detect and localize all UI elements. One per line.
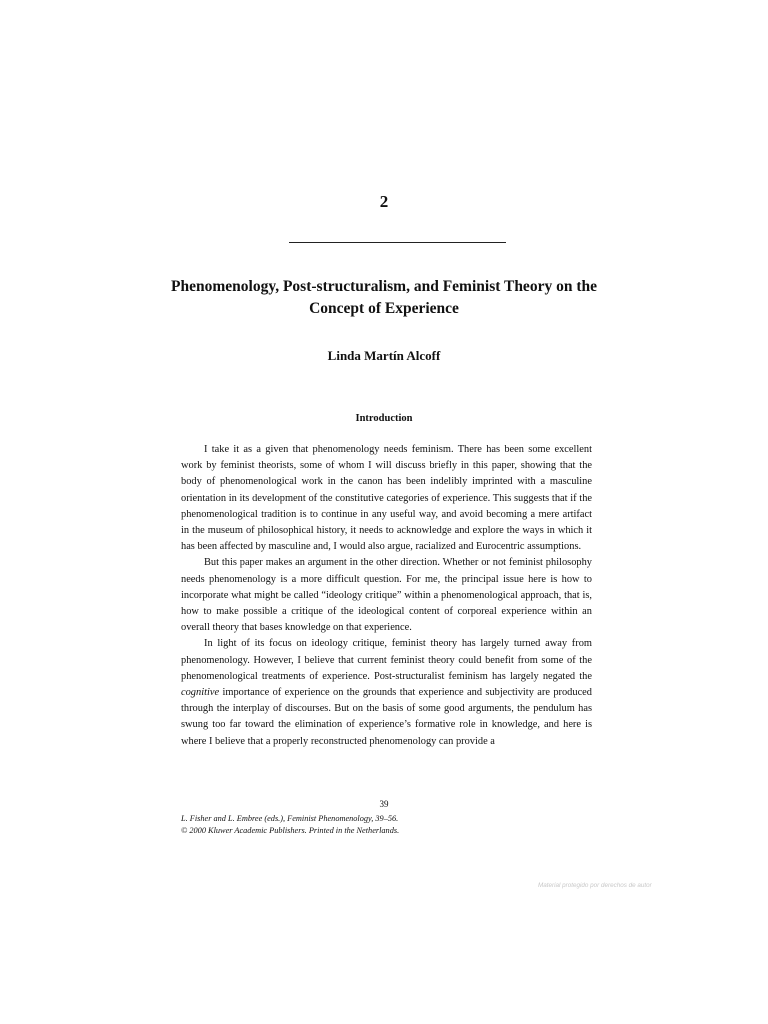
paragraph-text: I take it as a given that phenomenology needs feminism. There has been some excellent work by feminist theorists, some of whom I will discuss briefly in this paper, showing that the body of phenomenological work in the canon has been indelibly imprinted with a masculine orientation in its development of the constitutive categories of experience. This suggests that if the phenomenological tradition is to continue in any useful way, and avoid becoming a mere artifact in the museum of philosophical history, it needs to acknowledge and explore the ways in which it has been affected by masculine and, I would also argue, racialized and Eurocentric assumptions.	[181, 444, 592, 553]
publication-footer	[181, 813, 601, 837]
paragraph	[181, 555, 592, 636]
emphasized-word: cognitive	[181, 687, 220, 699]
author-name: Linda Martín Alcoff	[327, 348, 441, 363]
citation-line: L. Fisher and L. Embree (eds.), Feminist Phenomenology, 39–56.	[181, 814, 399, 823]
chapter-title: Phenomenology, Post-structuralism, and Feminist Theory on the Concept of Experience	[171, 278, 597, 317]
section-heading: Introduction	[355, 413, 413, 424]
chapter-divider	[289, 242, 506, 243]
paragraph	[181, 636, 592, 749]
page-number: 39	[379, 799, 389, 809]
body-text	[181, 442, 592, 750]
paragraph	[181, 442, 592, 555]
copyright-watermark: Material protegido por derechos de autor	[538, 882, 652, 889]
paragraph-text: In light of its focus on ideology critique, feminist theory has largely turned away from phenomenology. However, I believe that current feminist theory could benefit from some of the phenomenological treatments of experience. Post-structuralist feminism has largely negated the	[181, 638, 592, 682]
paragraph-text: importance of experience on the grounds that experience and subjectivity are produced through the interplay of discourses. But on the basis of some good arguments, the pendulum has swung too far toward the elimination of experience’s formative role in knowledge, and here is where I believe that a properly reconstructed phenomenology can provide a	[181, 687, 592, 747]
chapter-number: 2	[379, 192, 389, 211]
copyright-line: © 2000 Kluwer Academic Publishers. Printed in the Netherlands.	[181, 826, 400, 835]
paragraph-text: But this paper makes an argument in the other direction. Whether or not feminist philosophy needs phenomenology is a more difficult question. For me, the principal issue here is how to incorporate what might be called “ideology critique” within a phenomenological approach, that is, how to make possible a critique of the ideological content of corporeal experience within an overall theory that bases knowledge on that experience.	[181, 557, 592, 634]
